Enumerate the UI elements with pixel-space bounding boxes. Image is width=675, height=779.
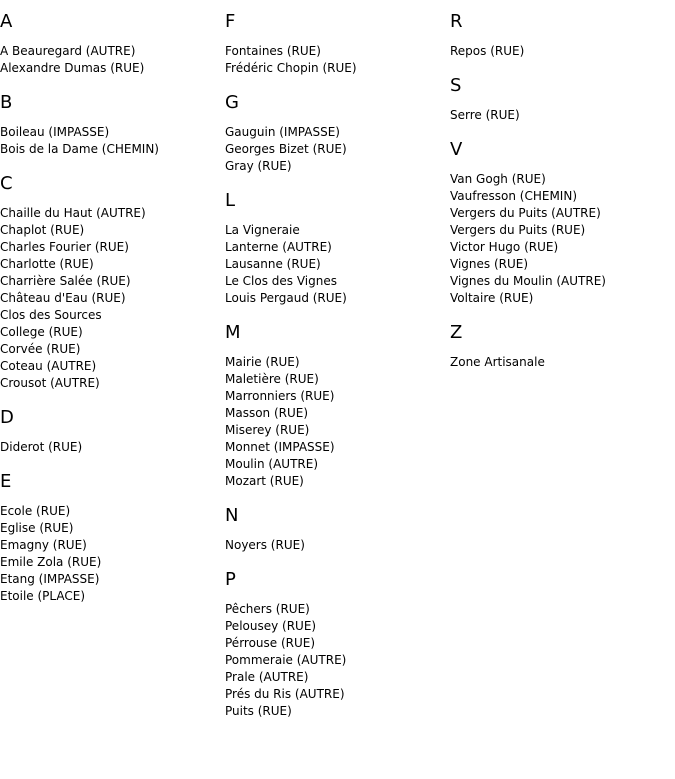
letter-section xyxy=(225,322,445,490)
street-link[interactable]: Noyers (RUE) xyxy=(225,538,305,552)
street-link[interactable]: Zone Artisanale xyxy=(450,355,545,369)
street-link[interactable]: Ecole (RUE) xyxy=(0,504,71,518)
street-link[interactable]: Vergers du Puits (RUE) xyxy=(450,223,586,237)
street-link[interactable]: Moulin (AUTRE) xyxy=(225,457,318,471)
street-list xyxy=(225,537,445,554)
street-link[interactable]: Corvée (RUE) xyxy=(0,342,81,356)
letter-section xyxy=(225,190,445,307)
index-column-1 xyxy=(0,11,220,620)
street-link[interactable]: Etang (IMPASSE) xyxy=(0,572,100,586)
section-letter-heading: F xyxy=(225,11,236,32)
street-link[interactable]: Vignes (RUE) xyxy=(450,257,529,271)
street-link[interactable]: Eglise (RUE) xyxy=(0,521,74,535)
section-letter-heading: S xyxy=(450,75,462,96)
street-link[interactable]: Clos des Sources xyxy=(0,308,102,322)
street-link[interactable]: Maletière (RUE) xyxy=(225,372,319,386)
street-list xyxy=(450,43,670,60)
letter-section xyxy=(450,75,670,124)
street-link[interactable]: Diderot (RUE) xyxy=(0,440,83,454)
section-letter-heading: D xyxy=(0,407,14,428)
section-letter-heading: B xyxy=(0,92,13,113)
street-link[interactable]: Repos (RUE) xyxy=(450,44,525,58)
section-letter-heading: M xyxy=(225,322,241,343)
section-letter-heading: C xyxy=(0,173,13,194)
street-link[interactable]: Victor Hugo (RUE) xyxy=(450,240,559,254)
street-link[interactable]: La Vigneraie xyxy=(225,223,300,237)
street-link[interactable]: Charrière Salée (RUE) xyxy=(0,274,131,288)
street-list xyxy=(0,439,220,456)
letter-section xyxy=(225,92,445,175)
street-link[interactable]: A Beauregard (AUTRE) xyxy=(0,44,136,58)
street-link[interactable]: Le Clos des Vignes xyxy=(225,274,337,288)
street-link[interactable]: Etoile (PLACE) xyxy=(0,589,86,603)
street-link[interactable]: Marronniers (RUE) xyxy=(225,389,335,403)
letter-section xyxy=(0,11,220,77)
street-link[interactable]: College (RUE) xyxy=(0,325,83,339)
street-link[interactable]: Vergers du Puits (AUTRE) xyxy=(450,206,601,220)
street-link[interactable]: Serre (RUE) xyxy=(450,108,520,122)
index-column-2 xyxy=(225,11,445,735)
street-link[interactable]: Emile Zola (RUE) xyxy=(0,555,102,569)
street-link[interactable]: Pérrouse (RUE) xyxy=(225,636,316,650)
street-link[interactable]: Emagny (RUE) xyxy=(0,538,87,552)
street-link[interactable]: Monnet (IMPASSE) xyxy=(225,440,335,454)
letter-section xyxy=(0,92,220,158)
street-link[interactable]: Pelousey (RUE) xyxy=(225,619,317,633)
street-link[interactable]: Lanterne (AUTRE) xyxy=(225,240,332,254)
street-link[interactable]: Prale (AUTRE) xyxy=(225,670,309,684)
street-link[interactable]: Van Gogh (RUE) xyxy=(450,172,546,186)
section-letter-heading: Z xyxy=(450,322,463,343)
street-link[interactable]: Frédéric Chopin (RUE) xyxy=(225,61,357,75)
street-link[interactable]: Chaille du Haut (AUTRE) xyxy=(0,206,146,220)
street-link[interactable]: Chaplot (RUE) xyxy=(0,223,85,237)
letter-section xyxy=(0,407,220,456)
street-link[interactable]: Miserey (RUE) xyxy=(225,423,310,437)
street-link[interactable]: Pommeraie (AUTRE) xyxy=(225,653,347,667)
letter-section xyxy=(225,11,445,77)
section-letter-heading: R xyxy=(450,11,463,32)
street-list xyxy=(0,43,220,77)
street-list xyxy=(225,124,445,175)
letter-section xyxy=(450,139,670,307)
index-column-3 xyxy=(450,11,670,386)
street-link[interactable]: Mozart (RUE) xyxy=(225,474,304,488)
street-link[interactable]: Prés du Ris (AUTRE) xyxy=(225,687,345,701)
street-link[interactable]: Vignes du Moulin (AUTRE) xyxy=(450,274,606,288)
street-link[interactable]: Crousot (AUTRE) xyxy=(0,376,100,390)
street-list xyxy=(450,107,670,124)
street-list xyxy=(225,354,445,490)
section-letter-heading: P xyxy=(225,569,236,590)
street-link[interactable]: Louis Pergaud (RUE) xyxy=(225,291,347,305)
street-list xyxy=(450,171,670,307)
street-list xyxy=(0,205,220,392)
street-link[interactable]: Charles Fourier (RUE) xyxy=(0,240,129,254)
street-list xyxy=(225,222,445,307)
street-list xyxy=(225,43,445,77)
street-link[interactable]: Georges Bizet (RUE) xyxy=(225,142,347,156)
street-link[interactable]: Gray (RUE) xyxy=(225,159,292,173)
street-list xyxy=(450,354,670,371)
street-link[interactable]: Coteau (AUTRE) xyxy=(0,359,97,373)
section-letter-heading: V xyxy=(450,139,463,160)
section-letter-heading: L xyxy=(225,190,236,211)
street-link[interactable]: Bois de la Dame (CHEMIN) xyxy=(0,142,159,156)
street-link[interactable]: Charlotte (RUE) xyxy=(0,257,94,271)
letter-section xyxy=(0,471,220,605)
street-link[interactable]: Gauguin (IMPASSE) xyxy=(225,125,340,139)
street-link[interactable]: Puits (RUE) xyxy=(225,704,292,718)
street-link[interactable]: Mairie (RUE) xyxy=(225,355,300,369)
street-link[interactable]: Voltaire (RUE) xyxy=(450,291,534,305)
letter-section xyxy=(450,11,670,60)
letter-section xyxy=(225,569,445,720)
street-link[interactable]: Boileau (IMPASSE) xyxy=(0,125,110,139)
letter-section xyxy=(450,322,670,371)
street-link[interactable]: Masson (RUE) xyxy=(225,406,309,420)
street-link[interactable]: Fontaines (RUE) xyxy=(225,44,321,58)
street-link[interactable]: Lausanne (RUE) xyxy=(225,257,321,271)
section-letter-heading: A xyxy=(0,11,13,32)
street-link[interactable]: Pêchers (RUE) xyxy=(225,602,310,616)
street-list xyxy=(0,124,220,158)
street-list xyxy=(225,601,445,720)
street-link[interactable]: Château d'Eau (RUE) xyxy=(0,291,126,305)
section-letter-heading: G xyxy=(225,92,239,113)
street-link[interactable]: Vaufresson (CHEMIN) xyxy=(450,189,577,203)
section-letter-heading: E xyxy=(0,471,12,492)
street-list xyxy=(0,503,220,605)
section-letter-heading: N xyxy=(225,505,239,526)
letter-section xyxy=(225,505,445,554)
street-link[interactable]: Alexandre Dumas (RUE) xyxy=(0,61,145,75)
letter-section xyxy=(0,173,220,392)
